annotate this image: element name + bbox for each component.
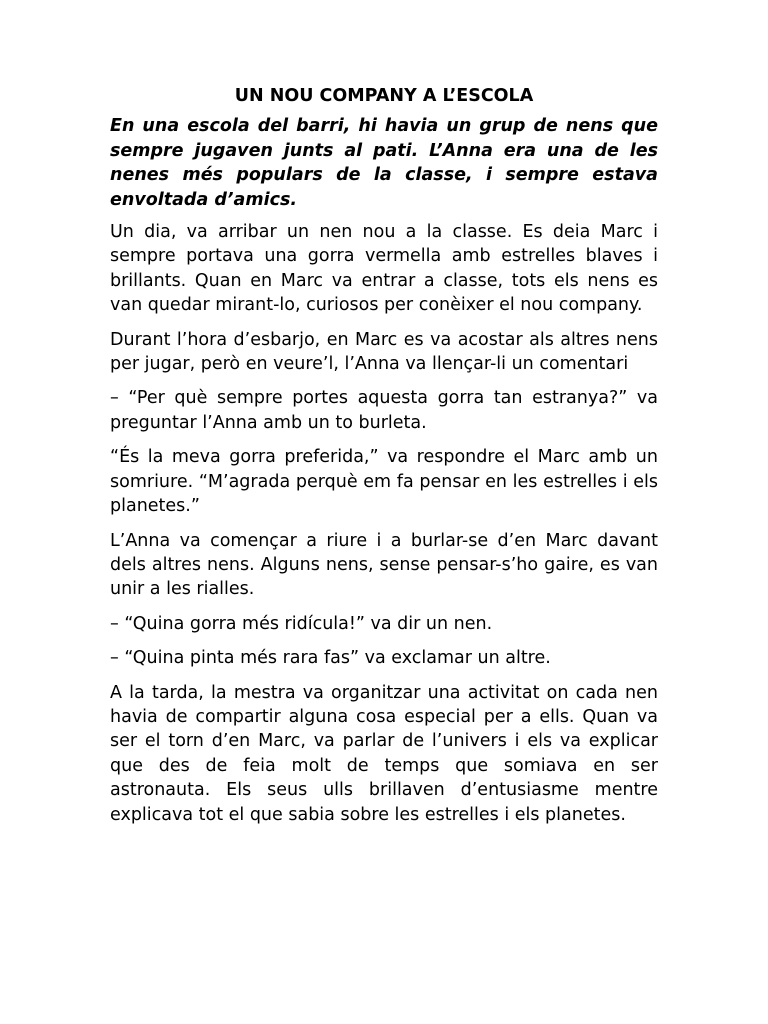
paragraph-1: Un dia, va arribar un nen nou a la classe. Es deia Marc i sempre portava una gorra vermella amb estrelles blaves i brillants. Quan en Marc va entrar a classe, tots els nens es van quedar mirant-lo, curiosos per conèixer el nou company. [110,222,658,316]
paragraph-4: “És la meva gorra preferida,” va respondre el Marc amb un somriure. “M’agrada perquè em fa pensar en les estrelles i els planetes.” [110,447,658,517]
paragraph-8: A la tarda, la mestra va organitzar una activitat on cada nen havia de compartir alguna cosa especial per a ells. Quan va ser el torn d’en Marc, va parlar de l’univers i els va explicar que des de feia molt de temps que somiava en ser astronauta. Els seus ulls brillaven d’entusiasme mentre explicava tot el que sabia sobre les estrelles i els planetes. [110,682,658,825]
document-title: UN NOU COMPANY A L’ESCOLA [234,86,534,106]
paragraph-3: – “Per què sempre portes aquesta gorra tan estranya?” va preguntar l’Anna amb un to burleta. [110,388,658,433]
paragraph-5: L’Anna va començar a riure i a burlar-se d’en Marc davant dels altres nens. Alguns nens, sense pensar-s’ho gaire, es van unir a les rialles. [110,530,658,600]
paragraph-6: – “Quina gorra més ridícula!” va dir un nen. [110,613,493,634]
intro-paragraph: En una escola del barri, hi havia un grup de nens que sempre jugaven junts al pati. L’Anna era una de les nenes més populars de la classe, i sempre estava envoltada d’amics. [110,116,658,210]
paragraph-2: Durant l’hora d’esbarjo, en Marc es va acostar als altres nens per jugar, però en veure’l, l’Anna va llençar-li un comentari [110,329,658,375]
paragraph-7: – “Quina pinta més rara fas” va exclamar un altre. [110,648,551,669]
document-page [110,84,658,837]
